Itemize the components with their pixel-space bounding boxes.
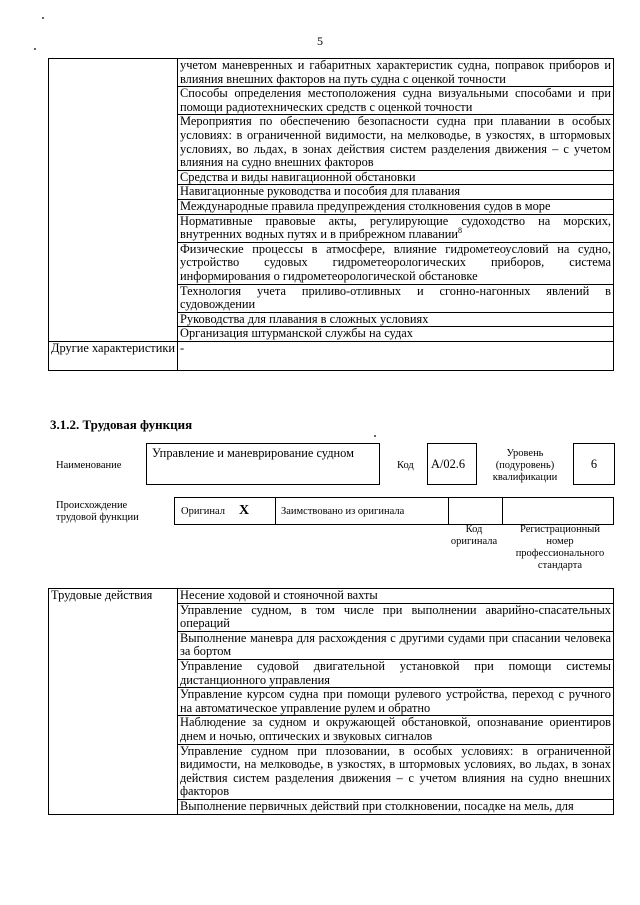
origin-label: Происхождение трудовой функции bbox=[56, 500, 139, 523]
knowledge-item: Способы определения местоположения судна визуальными способами и при помощи радиотехнических средств с оценкой точности bbox=[178, 87, 614, 115]
other-characteristics-label: Другие характеристики bbox=[49, 341, 178, 370]
labor-action: Управление судном при плозовании, в особых условиях: в ограниченной видимости, на мелководье, в узкостях, в штормовых условиях, во льдах, в зонах действия систем разделения движения – с учетом влияния на судно внешних факторов bbox=[178, 744, 614, 799]
code-value: A/02.6 bbox=[431, 457, 466, 471]
knowledge-item: учетом маневренных и габаритных характеристик судна, поправок приборов и влияния внешних факторов на путь судна с оценкой точности bbox=[178, 59, 614, 87]
level-value: 6 bbox=[590, 457, 598, 471]
scan-speck bbox=[42, 17, 44, 19]
labor-actions-label: Трудовые действия bbox=[49, 589, 178, 815]
origin-divider bbox=[275, 498, 276, 524]
row-label-cell bbox=[49, 59, 178, 342]
knowledge-item: Средства и виды навигационной обстановки bbox=[178, 170, 614, 185]
labor-action: Управление курсом судна при помощи рулевого устройства, переход с ручного на автоматическое управление рулем и обратно bbox=[178, 688, 614, 716]
knowledge-item: Руководства для плавания в сложных условиях bbox=[178, 312, 614, 327]
original-mark: X bbox=[239, 503, 250, 518]
labor-action: Выполнение первичных действий при столкновении, посадке на мель, для bbox=[178, 799, 614, 814]
other-characteristics-value: - bbox=[178, 341, 614, 370]
footnote-marker: 8 bbox=[457, 226, 462, 235]
labor-action: Управление судном, в том числе при выполнении аварийно-спасательных операций bbox=[178, 603, 614, 631]
origin-divider bbox=[502, 498, 503, 524]
labor-action: Управление судовой двигательной установкой при помощи системы дистанционного управления bbox=[178, 659, 614, 687]
labor-action: Выполнение маневра для расхождения с другими судами при спасании человека за бортом bbox=[178, 631, 614, 659]
knowledge-item: Навигационные руководства и пособия для плавания bbox=[178, 185, 614, 200]
reg-caption: Регистрационный номер профессионального стандарта bbox=[515, 524, 605, 571]
table-row bbox=[49, 589, 614, 604]
table-row bbox=[49, 59, 614, 87]
labor-actions-table bbox=[48, 588, 614, 815]
knowledge-item: Организация штурманской службы на судах bbox=[178, 327, 614, 342]
knowledge-item bbox=[178, 214, 614, 242]
borrowed-label: Заимствовано из оригинала bbox=[281, 506, 405, 517]
table-row bbox=[49, 341, 614, 370]
name-label: Наименование bbox=[56, 460, 122, 471]
code-label: Код bbox=[397, 460, 414, 471]
level-box bbox=[573, 443, 615, 485]
name-box bbox=[146, 443, 380, 485]
page-number: 5 bbox=[317, 34, 323, 48]
knowledge-item: Международные правила предупреждения столкновения судов в море bbox=[178, 199, 614, 214]
origin-box bbox=[174, 497, 614, 525]
code-box bbox=[427, 443, 477, 485]
labor-action: Несение ходовой и стояночной вахты bbox=[178, 589, 614, 604]
knowledge-item: Мероприятия по обеспечению безопасности судна при плавании в особых условиях: в ограниченной видимости, на мелководье, в узкостях, в штормовых условиях, во льдах, в зонах действия систем разделения движения – с учетом влияния на судно внешних факторов bbox=[178, 115, 614, 170]
knowledge-table bbox=[48, 58, 614, 371]
knowledge-item: Физические процессы в атмосфере, влияние гидрометеоусловий на судно, устройство судовых гидрометеорологических приборов, система информирования о гидрометеорологической обстановке bbox=[178, 242, 614, 284]
origin-divider bbox=[448, 498, 449, 524]
knowledge-item: Технология учета приливо-отливных и сгонно-нагонных явлений в судовождении bbox=[178, 284, 614, 312]
knowledge-item-text: Нормативные правовые акты, регулирующие судоходство на морских, внутренних водных путях и в прибрежном плавании bbox=[180, 213, 611, 242]
labor-action: Наблюдение за судном и окружающей обстановкой, опознавание ориентиров днем и ночью, оптических и звуковых сигналов bbox=[178, 716, 614, 744]
code-caption: Код оригинала bbox=[450, 524, 498, 547]
original-label: Оригинал bbox=[181, 506, 225, 517]
function-name: Управление и маневрирование судном bbox=[152, 446, 354, 460]
level-label: Уровень (подуровень) квалификации bbox=[492, 448, 558, 483]
scan-speck bbox=[374, 435, 376, 437]
section-heading: 3.1.2. Трудовая функция bbox=[50, 417, 193, 432]
